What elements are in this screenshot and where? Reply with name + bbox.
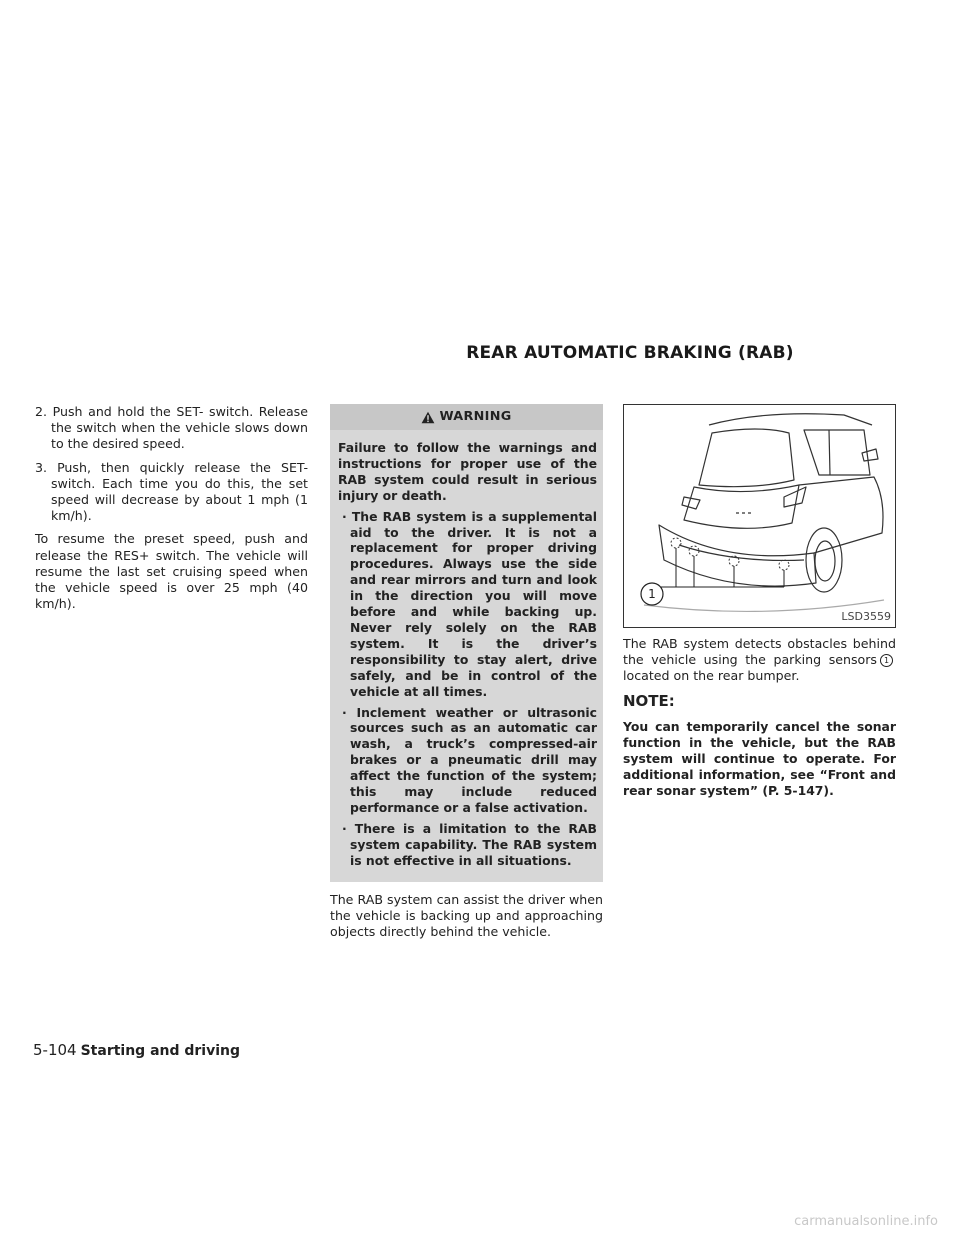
- step-text: Push, then quickly release the SET- switch. Each time you do this, the set speed will decrease by about 1 mph (1 km/h).: [51, 459, 308, 524]
- warning-intro: Failure to follow the warnings and instructions for proper use of the RAB system could result in serious injury or death.: [338, 440, 597, 503]
- section-title: REAR AUTOMATIC BRAKING (RAB): [466, 343, 794, 363]
- resume-paragraph: To resume the preset speed, push and release the RES+ switch. The vehicle will resume the last set cruising speed when the vehicle speed is over 25 mph (40 km/h).: [35, 531, 308, 612]
- warning-label: WARNING: [439, 408, 512, 424]
- sensor-detect-paragraph: [623, 636, 896, 685]
- column-right: [623, 404, 896, 799]
- detect-text: located on the rear bumper.: [623, 668, 800, 684]
- column-left: [35, 404, 308, 619]
- note-heading: NOTE:: [623, 691, 675, 710]
- numbered-step-3: [35, 460, 308, 525]
- figure-code: LSD3559: [841, 609, 891, 623]
- column-middle: [330, 404, 603, 947]
- step-number: 3.: [35, 459, 48, 475]
- rab-assist-paragraph: The RAB system can assist the driver when the vehicle is backing up and approaching objects directly behind the vehicle.: [330, 891, 603, 939]
- warning-bullet-text: The RAB system is a supplemental aid to the driver. It is not a replacement for proper driving procedures. Always use the side and rear mirrors and turn and look in the direction you will move before and while backing up. Never rely solely on the RAB system. It is the driver’s responsibility to stay alert, drive safely, and be in control of the vehicle at all times.: [350, 508, 597, 699]
- vehicle-rear-illustration: [624, 405, 895, 627]
- step-text: Push and hold the SET- switch. Release the switch when the vehicle slows down to the desired speed.: [51, 404, 308, 452]
- detect-text: The RAB system detects obstacles behind the vehicle using the parking sensors: [623, 636, 896, 668]
- warning-body: [330, 430, 603, 869]
- rear-sensor-figure: [623, 404, 896, 628]
- warning-box: [330, 404, 603, 882]
- warning-bullet-text: There is a limitation to the RAB system capability. The RAB system is not effective in all situations.: [350, 820, 597, 868]
- warning-bullet: · Inclement weather or ultrasonic sources such as an automatic car wash, a truck’s compressed-air brakes or a pneumatic drill may affect the function of the system; this may include reduced performance or a false activation.: [342, 704, 597, 815]
- step-number: 2.: [35, 404, 48, 419]
- watermark: carmanualsonline.info: [794, 1214, 938, 1229]
- chapter-title: Starting and driving: [80, 1043, 241, 1059]
- numbered-step-2: [35, 404, 308, 453]
- warning-bullet: · The RAB system is a supplemental aid to the driver. It is not a replacement for proper driving procedures. Always use the side and rear mirrors and turn and look in the direction you will move before and while backing up. Never rely solely on the RAB system. It is the driver’s responsibility to stay alert, drive safely, and be in control of the vehicle at all times.: [342, 508, 597, 699]
- warning-bullet-text: Inclement weather or ultrasonic sources such as an automatic car wash, a truck’s compressed-air brakes or a pneumatic drill may affect the function of the system; this may include reduced performance or a false activation.: [350, 704, 597, 815]
- callout-inline: 1: [880, 654, 893, 667]
- warning-triangle-icon: [421, 411, 435, 424]
- callout-number: 1: [648, 587, 656, 601]
- page-number: 5-104: [33, 1041, 77, 1059]
- warning-bullet: · There is a limitation to the RAB system capability. The RAB system is not effective in all situations.: [342, 820, 597, 868]
- warning-header: [330, 404, 603, 430]
- note-body: You can temporarily cancel the sonar function in the vehicle, but the RAB system will continue to operate. For additional information, see “Front and rear sonar system” (P. 5-147).: [623, 718, 896, 798]
- page-footer: [33, 1041, 240, 1059]
